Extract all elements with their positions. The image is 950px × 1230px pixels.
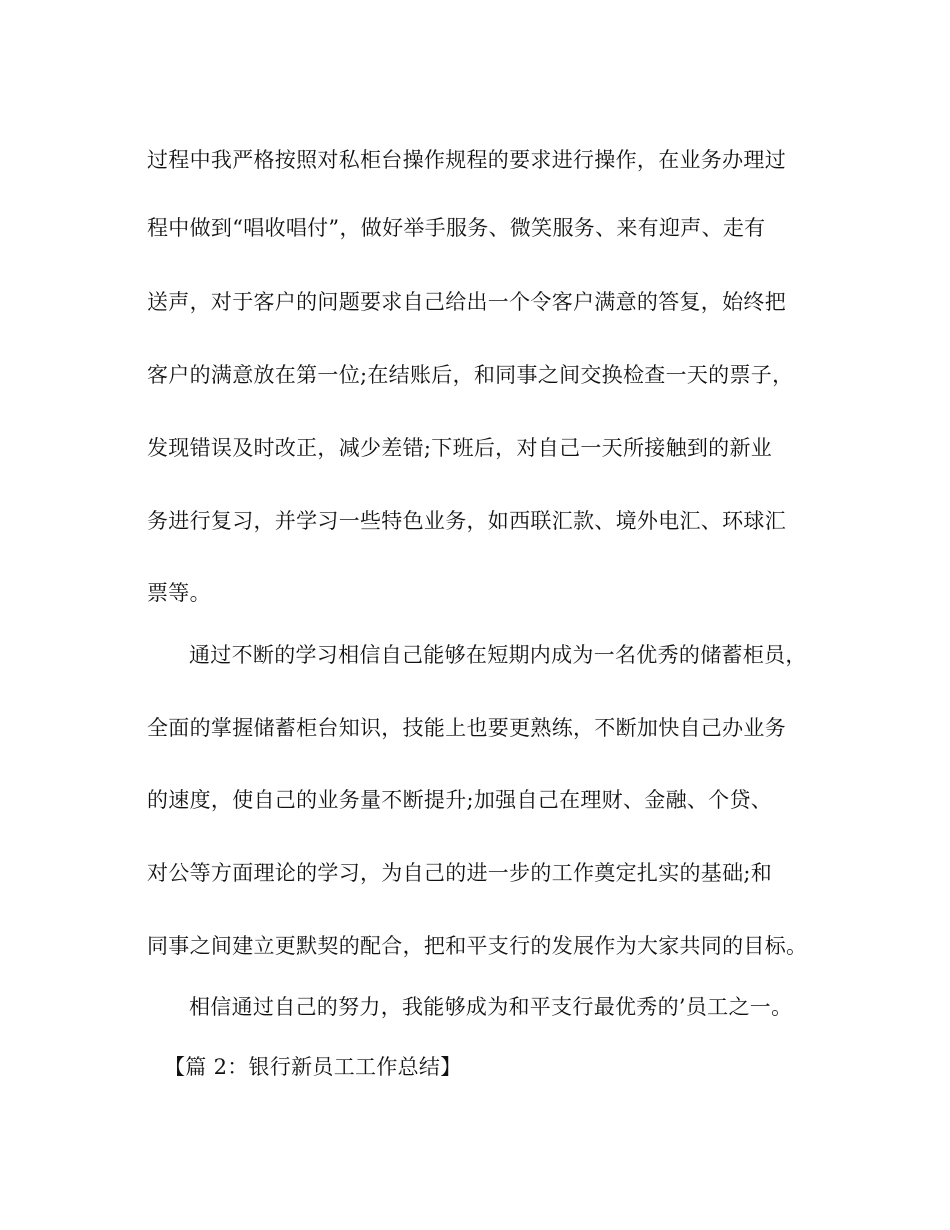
text-line-13: 相信通过自己的努力，我能够成为和平支行最优秀的’员工之一。 [189, 995, 793, 1019]
text-line-11: 对公等方面理论的学习，为自己的进一步的工作奠定扎实的基础;和 [147, 861, 773, 885]
text-line-9: 全面的掌握储蓄柜台知识，技能上也要更熟练，不断加快自己办业务 [147, 716, 786, 740]
section-heading: 【篇 2：银行新员工工作总结】 [164, 1055, 462, 1079]
text-line-8: 通过不断的学习相信自己能够在短期内成为一名优秀的储蓄柜员， [189, 643, 807, 667]
text-line-10: 的速度，使自己的业务量不断提升;加强自己在理财、金融、个贷、 [147, 788, 773, 812]
text-line-3: 送声，对于客户的问题要求自己给出一个令客户满意的答复，始终把 [147, 290, 786, 314]
text-line-12: 同事之间建立更默契的配合，把和平支行的发展作为大家共同的目标。 [147, 934, 808, 958]
text-line-4: 客户的满意放在第一位;在结账后，和同事之间交换检查一天的票子， [147, 363, 794, 387]
text-line-5: 发现错误及时改正，减少差错;下班后，对自己一天所接触到的新业 [147, 436, 773, 460]
text-line-6: 务进行复习，并学习一些特色业务，如西联汇款、境外电汇、环球汇 [147, 509, 786, 533]
text-line-2: 程中做到“唱收唱付”，做好举手服务、微笑服务、来有迎声、走有 [147, 216, 766, 240]
text-line-1: 过程中我严格按照对私柜台操作规程的要求进行操作，在业务办理过 [147, 148, 786, 172]
text-line-7: 票等。 [147, 581, 211, 605]
